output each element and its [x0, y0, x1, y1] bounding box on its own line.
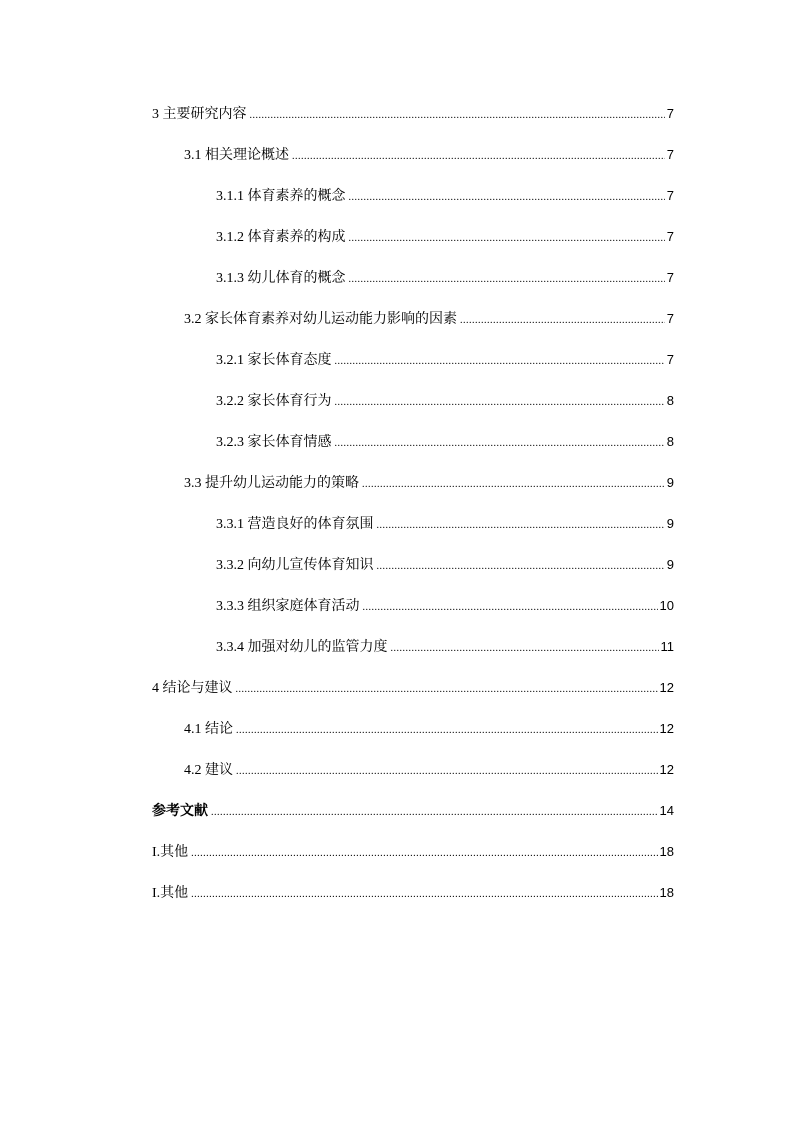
- toc-entry[interactable]: [152, 514, 674, 555]
- toc-entry[interactable]: [152, 801, 674, 842]
- toc-entry-title[interactable]: 3.1.2 体育素养的构成: [216, 230, 346, 245]
- toc-entry-title[interactable]: 3.2 家长体育素养对幼儿运动能力影响的因素: [184, 312, 457, 327]
- toc-page-number[interactable]: 7: [666, 270, 674, 285]
- toc-dot-leader: [362, 475, 665, 495]
- toc-entry[interactable]: [152, 432, 674, 473]
- toc-page-number[interactable]: 7: [666, 147, 674, 162]
- toc-entry-title[interactable]: 参考文献: [152, 804, 208, 819]
- toc-entry[interactable]: [152, 473, 674, 514]
- toc-dot-leader: [349, 270, 665, 290]
- toc-entry-title[interactable]: I.其他: [152, 886, 189, 901]
- toc-dot-leader: [349, 188, 665, 208]
- toc-entry[interactable]: [152, 842, 674, 883]
- toc-entry[interactable]: [152, 760, 674, 801]
- toc-dot-leader: [335, 352, 665, 372]
- toc-entry-title[interactable]: 3.3.4 加强对幼儿的监管力度: [216, 640, 388, 655]
- toc-entry[interactable]: [152, 268, 674, 309]
- toc-entry-title[interactable]: 3.2.2 家长体育行为: [216, 394, 332, 409]
- toc-dot-leader: [460, 311, 665, 331]
- toc-dot-leader: [292, 147, 665, 167]
- toc-dot-leader: [191, 844, 657, 864]
- toc-dot-leader: [236, 721, 658, 741]
- toc-entry-title[interactable]: 3.2.3 家长体育情感: [216, 435, 332, 450]
- toc-dot-leader: [191, 885, 657, 905]
- toc-entry[interactable]: [152, 883, 674, 924]
- toc-entry-title[interactable]: 3 主要研究内容: [152, 107, 247, 122]
- toc-entry[interactable]: [152, 350, 674, 391]
- toc-dot-leader: [377, 557, 665, 577]
- toc-entry[interactable]: [152, 637, 674, 678]
- toc-page-number[interactable]: 12: [659, 762, 674, 777]
- toc-entry-title[interactable]: I.其他: [152, 845, 189, 860]
- toc-entry-title[interactable]: 4 结论与建议: [152, 681, 233, 696]
- toc-dot-leader: [377, 516, 665, 536]
- table-of-contents: [152, 104, 674, 924]
- toc-dot-leader: [349, 229, 665, 249]
- toc-entry-title[interactable]: 4.1 结论: [184, 722, 233, 737]
- toc-dot-leader: [236, 680, 658, 700]
- toc-entry-title[interactable]: 3.2.1 家长体育态度: [216, 353, 332, 368]
- toc-page-number[interactable]: 14: [659, 803, 674, 818]
- toc-page-number[interactable]: 10: [659, 598, 674, 613]
- toc-entry[interactable]: [152, 678, 674, 719]
- toc-entry[interactable]: [152, 555, 674, 596]
- toc-dot-leader: [211, 803, 658, 823]
- toc-dot-leader: [236, 762, 658, 782]
- toc-dot-leader: [391, 639, 659, 659]
- toc-entry[interactable]: [152, 227, 674, 268]
- toc-entry[interactable]: [152, 391, 674, 432]
- toc-page-number[interactable]: 7: [666, 352, 674, 367]
- toc-page-number[interactable]: 7: [666, 311, 674, 326]
- toc-page-number[interactable]: 18: [659, 844, 674, 859]
- toc-page-number[interactable]: 9: [666, 475, 674, 490]
- toc-page-number[interactable]: 8: [666, 393, 674, 408]
- toc-page-number[interactable]: 9: [666, 516, 674, 531]
- toc-entry-title[interactable]: 3.1 相关理论概述: [184, 148, 289, 163]
- toc-page-number[interactable]: 7: [666, 229, 674, 244]
- toc-entry[interactable]: [152, 596, 674, 637]
- toc-page-number[interactable]: 7: [666, 106, 674, 121]
- toc-entry[interactable]: [152, 309, 674, 350]
- toc-entry-title[interactable]: 3.1.1 体育素养的概念: [216, 189, 346, 204]
- toc-entry-title[interactable]: 3.3 提升幼儿运动能力的策略: [184, 476, 359, 491]
- toc-entry[interactable]: [152, 145, 674, 186]
- toc-dot-leader: [335, 393, 665, 413]
- toc-dot-leader: [335, 434, 665, 454]
- toc-entry[interactable]: [152, 719, 674, 760]
- toc-page-number[interactable]: 12: [659, 721, 674, 736]
- toc-dot-leader: [250, 106, 665, 126]
- toc-entry-title[interactable]: 3.1.3 幼儿体育的概念: [216, 271, 346, 286]
- toc-page-number[interactable]: 18: [659, 885, 674, 900]
- toc-page-number[interactable]: 11: [660, 639, 674, 654]
- toc-entry-title[interactable]: 3.3.3 组织家庭体育活动: [216, 599, 360, 614]
- toc-entry[interactable]: [152, 104, 674, 145]
- toc-entry-title[interactable]: 3.3.1 营造良好的体育氛围: [216, 517, 374, 532]
- toc-dot-leader: [363, 598, 658, 618]
- toc-page-number[interactable]: 9: [666, 557, 674, 572]
- toc-entry-title[interactable]: 4.2 建议: [184, 763, 233, 778]
- toc-entry[interactable]: [152, 186, 674, 227]
- toc-page-number[interactable]: 8: [666, 434, 674, 449]
- toc-entry-title[interactable]: 3.3.2 向幼儿宣传体育知识: [216, 558, 374, 573]
- toc-page-number[interactable]: 7: [666, 188, 674, 203]
- toc-page-number[interactable]: 12: [659, 680, 674, 695]
